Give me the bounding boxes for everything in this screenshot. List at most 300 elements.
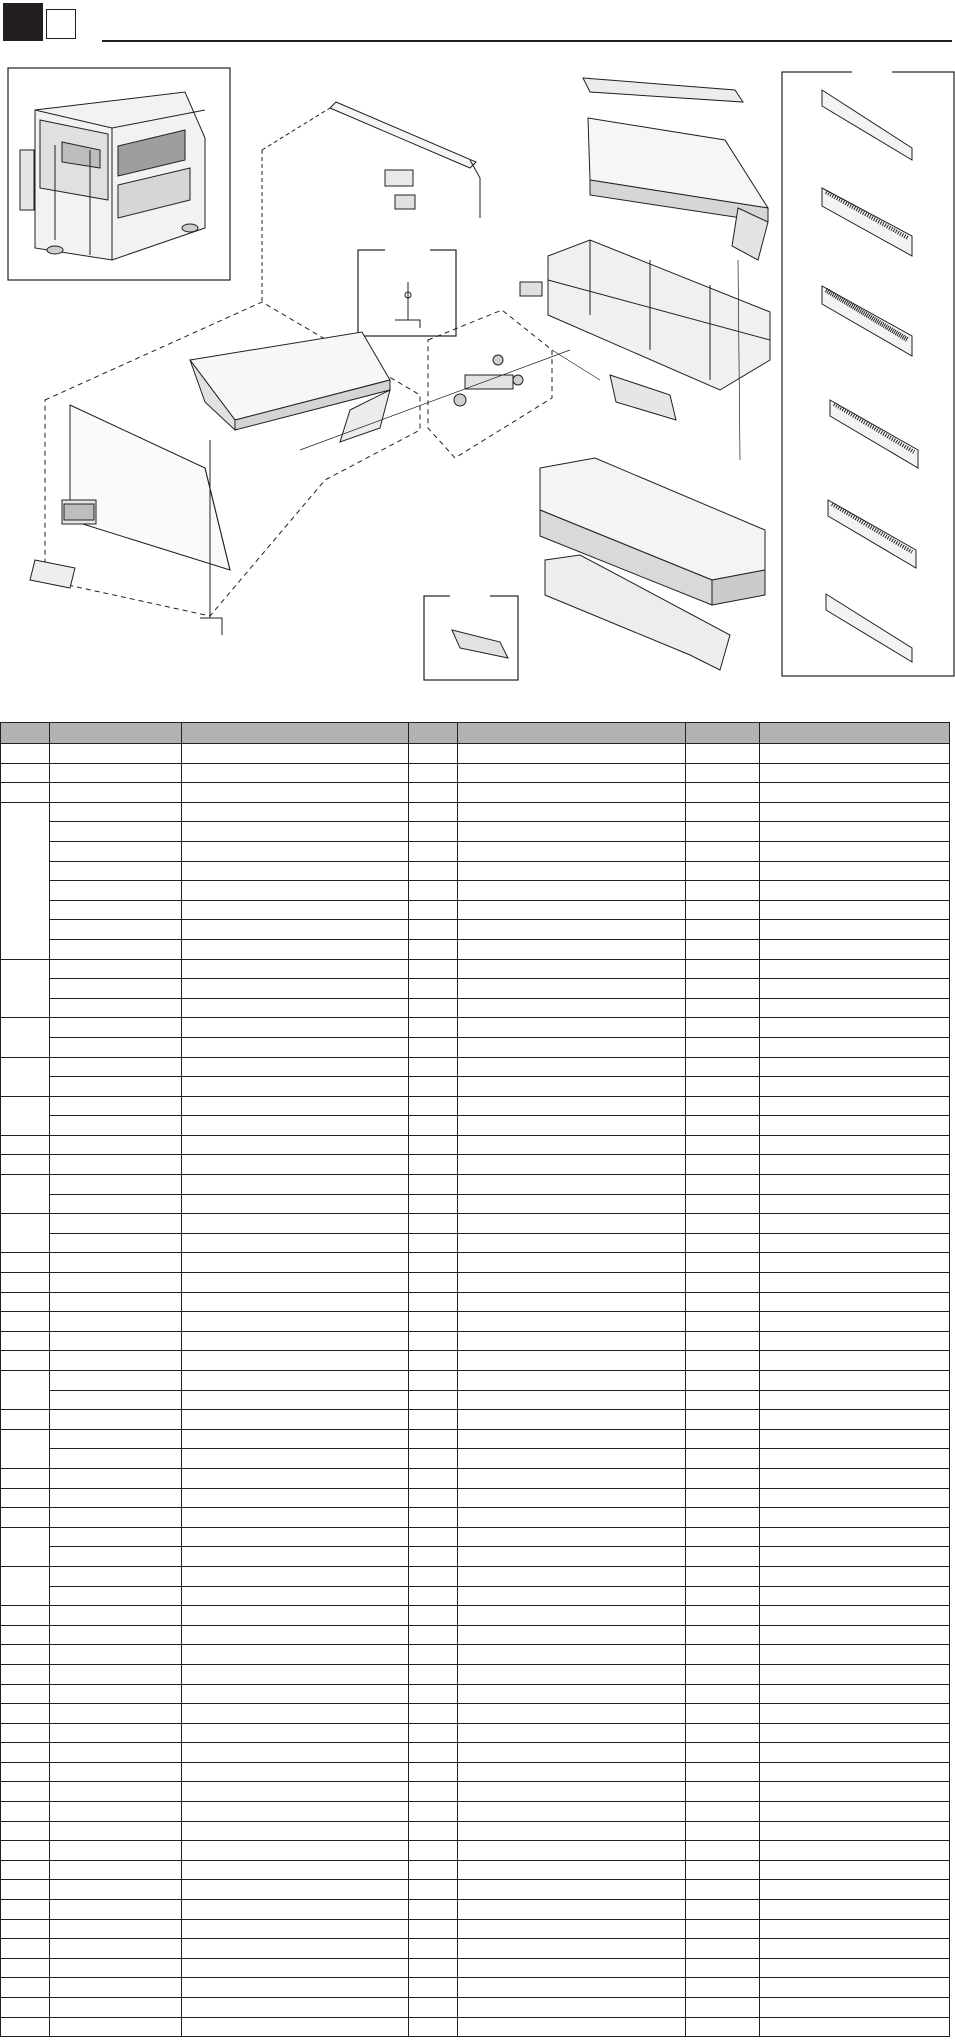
table-cell	[50, 1527, 182, 1547]
table-cell	[458, 998, 686, 1018]
table-cell	[50, 1664, 182, 1684]
table-row	[1, 1978, 950, 1998]
table-cell	[50, 1821, 182, 1841]
table-cell	[458, 1664, 686, 1684]
header-cell	[458, 723, 686, 744]
table-cell	[409, 1331, 458, 1351]
table-cell	[686, 1821, 760, 1841]
table-cell	[1, 1841, 50, 1861]
table-row	[1, 1664, 950, 1684]
table-cell	[686, 1488, 760, 1508]
hopper-body	[190, 332, 390, 442]
table-cell	[1, 1018, 50, 1057]
table-cell	[458, 1841, 686, 1861]
table-cell	[760, 1606, 950, 1626]
table-cell	[1, 1704, 50, 1724]
table-cell	[760, 939, 950, 959]
table-row	[1, 1625, 950, 1645]
table-cell	[182, 1625, 409, 1645]
table-cell	[760, 1919, 950, 1939]
table-row	[1, 1841, 950, 1861]
table-cell	[182, 1939, 409, 1959]
table-cell	[458, 1292, 686, 1312]
table-cell	[182, 1586, 409, 1606]
table-cell	[409, 1664, 458, 1684]
table-cell	[760, 998, 950, 1018]
table-cell	[409, 1214, 458, 1234]
table-cell	[458, 1958, 686, 1978]
table-cell	[1, 1802, 50, 1822]
table-cell	[182, 802, 409, 822]
machine-overview-inset	[8, 68, 230, 280]
section-tab-light	[46, 9, 76, 39]
table-header-row	[1, 723, 950, 744]
table-cell	[686, 783, 760, 803]
table-cell	[182, 1155, 409, 1175]
table-cell	[409, 1468, 458, 1488]
table-cell	[686, 1175, 760, 1195]
table-cell	[458, 1704, 686, 1724]
table-cell	[182, 1449, 409, 1469]
table-cell	[1, 783, 50, 803]
table-cell	[182, 1135, 409, 1155]
table-cell	[50, 1939, 182, 1959]
table-cell	[686, 920, 760, 940]
table-cell	[686, 1449, 760, 1469]
table-cell	[760, 1802, 950, 1822]
table-cell	[409, 1860, 458, 1880]
table-cell	[409, 1684, 458, 1704]
table-cell	[686, 1586, 760, 1606]
table-row	[1, 1135, 950, 1155]
table-cell	[686, 1155, 760, 1175]
table-cell	[1, 1488, 50, 1508]
table-cell	[686, 802, 760, 822]
table-row	[1, 744, 950, 764]
table-cell	[458, 1037, 686, 1057]
table-cell	[409, 1547, 458, 1567]
table-cell	[50, 1155, 182, 1175]
table-cell	[1, 1273, 50, 1293]
detail-inset-screws	[358, 250, 456, 336]
table-cell	[686, 1547, 760, 1567]
table-cell	[182, 1116, 409, 1136]
table-cell	[458, 939, 686, 959]
table-cell	[1, 1645, 50, 1665]
table-row	[1, 998, 950, 1018]
table-cell	[686, 1704, 760, 1724]
table-cell	[760, 1037, 950, 1057]
table-cell	[760, 861, 950, 881]
table-cell	[458, 1802, 686, 1822]
table-cell	[409, 1704, 458, 1724]
table-cell	[760, 1841, 950, 1861]
table-cell	[409, 1233, 458, 1253]
table-cell	[409, 1625, 458, 1645]
table-cell	[409, 939, 458, 959]
table-cell	[686, 1018, 760, 1038]
table-cell	[1, 1468, 50, 1488]
table-row	[1, 1547, 950, 1567]
table-cell	[458, 802, 686, 822]
table-cell	[760, 822, 950, 842]
table-cell	[686, 1116, 760, 1136]
table-cell	[760, 1586, 950, 1606]
table-row	[1, 1527, 950, 1547]
table-cell	[686, 1939, 760, 1959]
table-cell	[686, 1508, 760, 1528]
table-cell	[458, 881, 686, 901]
table-cell	[686, 841, 760, 861]
table-row	[1, 1802, 950, 1822]
table-cell	[50, 1096, 182, 1116]
table-cell	[458, 1508, 686, 1528]
table-cell	[50, 1566, 182, 1586]
table-cell	[182, 1958, 409, 1978]
table-cell	[1, 1057, 50, 1096]
table-cell	[1, 1508, 50, 1528]
table-row	[1, 1253, 950, 1273]
table-cell	[50, 1175, 182, 1195]
table-cell	[50, 1743, 182, 1763]
table-cell	[458, 1233, 686, 1253]
table-cell	[1, 1978, 50, 1998]
table-cell	[686, 1664, 760, 1684]
table-cell	[182, 822, 409, 842]
table-cell	[1, 744, 50, 764]
table-cell	[458, 900, 686, 920]
table-cell	[760, 959, 950, 979]
table-cell	[686, 861, 760, 881]
table-cell	[182, 1351, 409, 1371]
table-cell	[409, 1018, 458, 1038]
front-panel	[30, 405, 230, 635]
table-cell	[1, 959, 50, 1018]
table-cell	[409, 1508, 458, 1528]
guide-plate	[610, 375, 676, 420]
table-cell	[1, 1429, 50, 1468]
table-cell	[1, 1351, 50, 1371]
table-row	[1, 1900, 950, 1920]
table-cell	[686, 1998, 760, 2018]
table-cell	[409, 1155, 458, 1175]
table-cell	[50, 1233, 182, 1253]
table-row	[1, 802, 950, 822]
table-cell	[182, 1919, 409, 1939]
table-cell	[458, 1194, 686, 1214]
table-cell	[409, 998, 458, 1018]
table-cell	[1, 1919, 50, 1939]
table-cell	[458, 1135, 686, 1155]
table-cell	[50, 1586, 182, 1606]
table-cell	[409, 822, 458, 842]
table-cell	[50, 1018, 182, 1038]
table-cell	[182, 939, 409, 959]
table-cell	[686, 1194, 760, 1214]
table-cell	[458, 763, 686, 783]
table-cell	[458, 1625, 686, 1645]
table-cell	[458, 822, 686, 842]
table-cell	[409, 1429, 458, 1449]
table-cell	[1, 763, 50, 783]
exploded-parts-diagram	[0, 50, 955, 690]
table-cell	[182, 1077, 409, 1097]
table-cell	[458, 1468, 686, 1488]
table-cell	[182, 900, 409, 920]
table-row	[1, 1312, 950, 1332]
table-cell	[760, 1978, 950, 1998]
table-cell	[182, 1390, 409, 1410]
table-cell	[50, 1429, 182, 1449]
table-row	[1, 1194, 950, 1214]
table-cell	[458, 979, 686, 999]
table-cell	[182, 1527, 409, 1547]
table-cell	[182, 1468, 409, 1488]
table-cell	[409, 959, 458, 979]
table-cell	[182, 1880, 409, 1900]
table-cell	[409, 1723, 458, 1743]
table-cell	[760, 1821, 950, 1841]
table-row	[1, 1723, 950, 1743]
table-cell	[760, 1273, 950, 1293]
table-cell	[50, 1194, 182, 1214]
table-cell	[182, 1273, 409, 1293]
table-cell	[760, 1194, 950, 1214]
table-cell	[409, 1057, 458, 1077]
table-cell	[1, 1723, 50, 1743]
table-cell	[760, 763, 950, 783]
table-cell	[409, 1371, 458, 1391]
table-cell	[760, 1155, 950, 1175]
table-cell	[1, 1743, 50, 1763]
table-cell	[458, 1743, 686, 1763]
table-cell	[760, 1762, 950, 1782]
table-cell	[458, 861, 686, 881]
header-cell	[1, 723, 50, 744]
table-cell	[182, 1723, 409, 1743]
table-cell	[182, 1821, 409, 1841]
table-cell	[458, 1998, 686, 2018]
table-cell	[760, 1410, 950, 1430]
table-cell	[50, 1116, 182, 1136]
table-cell	[409, 1077, 458, 1097]
table-cell	[686, 763, 760, 783]
table-cell	[458, 1077, 686, 1097]
table-cell	[50, 1351, 182, 1371]
table-cell	[686, 1312, 760, 1332]
table-cell	[686, 1096, 760, 1116]
table-cell	[760, 1214, 950, 1234]
table-cell	[1, 1606, 50, 1626]
table-cell	[686, 1527, 760, 1547]
table-cell	[182, 1743, 409, 1763]
table-cell	[686, 1566, 760, 1586]
table-cell	[409, 1253, 458, 1273]
table-row	[1, 1939, 950, 1959]
table-row	[1, 1390, 950, 1410]
table-cell	[50, 1978, 182, 1998]
table-cell	[760, 1135, 950, 1155]
table-cell	[760, 1900, 950, 1920]
table-cell	[760, 1664, 950, 1684]
table-cell	[686, 1331, 760, 1351]
table-cell	[686, 1233, 760, 1253]
table-cell	[182, 1292, 409, 1312]
table-cell	[182, 1371, 409, 1391]
table-cell	[760, 1704, 950, 1724]
table-row	[1, 1351, 950, 1371]
table-cell	[1, 1410, 50, 1430]
table-cell	[458, 1821, 686, 1841]
table-cell	[182, 1802, 409, 1822]
table-cell	[1, 1214, 50, 1253]
table-cell	[182, 1566, 409, 1586]
table-row	[1, 939, 950, 959]
table-cell	[458, 1351, 686, 1371]
table-cell	[409, 1782, 458, 1802]
table-cell	[50, 881, 182, 901]
table-cell	[50, 1782, 182, 1802]
table-cell	[686, 1978, 760, 1998]
table-cell	[409, 1135, 458, 1155]
table-cell	[760, 1743, 950, 1763]
table-cell	[182, 959, 409, 979]
table-cell	[182, 1214, 409, 1234]
table-row	[1, 1214, 950, 1234]
table-cell	[458, 783, 686, 803]
table-cell	[50, 1625, 182, 1645]
table-cell	[760, 1684, 950, 1704]
page-header	[0, 0, 955, 46]
table-cell	[1, 1958, 50, 1978]
table-cell	[760, 1312, 950, 1332]
table-row	[1, 1077, 950, 1097]
table-cell	[1, 1625, 50, 1645]
table-cell	[50, 959, 182, 979]
table-cell	[760, 920, 950, 940]
table-cell	[686, 959, 760, 979]
header-cell	[50, 723, 182, 744]
table-cell	[760, 1351, 950, 1371]
table-row	[1, 1292, 950, 1312]
table-cell	[458, 1586, 686, 1606]
table-cell	[409, 1351, 458, 1371]
table-cell	[409, 1410, 458, 1430]
table-cell	[760, 1508, 950, 1528]
table-cell	[1, 1860, 50, 1880]
table-cell	[686, 822, 760, 842]
table-cell	[760, 783, 950, 803]
table-cell	[760, 1958, 950, 1978]
header-cell	[686, 723, 760, 744]
table-cell	[182, 1253, 409, 1273]
table-cell	[409, 1645, 458, 1665]
table-cell	[686, 979, 760, 999]
table-cell	[409, 744, 458, 764]
table-cell	[50, 802, 182, 822]
table-cell	[50, 1292, 182, 1312]
table-cell	[409, 1527, 458, 1547]
table-cell	[458, 1018, 686, 1038]
table-cell	[1, 1312, 50, 1332]
table-row	[1, 979, 950, 999]
table-cell	[182, 1312, 409, 1332]
table-cell	[1, 1292, 50, 1312]
table-cell	[760, 881, 950, 901]
table-cell	[458, 1390, 686, 1410]
table-cell	[760, 1939, 950, 1959]
table-cell	[1, 1900, 50, 1920]
table-cell	[50, 1253, 182, 1273]
table-cell	[50, 939, 182, 959]
table-cell	[686, 1371, 760, 1391]
table-cell	[409, 1292, 458, 1312]
table-cell	[458, 2017, 686, 2037]
table-cell	[409, 802, 458, 822]
table-cell	[458, 1116, 686, 1136]
table-cell	[409, 1449, 458, 1469]
header-cell	[182, 723, 409, 744]
table-row	[1, 1410, 950, 1430]
table-cell	[686, 1214, 760, 1234]
table-cell	[760, 1390, 950, 1410]
table-row	[1, 1449, 950, 1469]
table-row	[1, 1998, 950, 2018]
table-row	[1, 1919, 950, 1939]
table-row	[1, 1958, 950, 1978]
table-cell	[182, 783, 409, 803]
table-cell	[50, 1900, 182, 1920]
table-cell	[182, 1037, 409, 1057]
table-cell	[409, 1194, 458, 1214]
table-cell	[1, 1527, 50, 1566]
table-cell	[1, 2017, 50, 2037]
table-cell	[760, 979, 950, 999]
table-cell	[686, 1057, 760, 1077]
table-cell	[760, 1077, 950, 1097]
table-row	[1, 1155, 950, 1175]
table-cell	[458, 1900, 686, 1920]
table-cell	[458, 1978, 686, 1998]
table-cell	[686, 1900, 760, 1920]
table-cell	[409, 1958, 458, 1978]
table-cell	[50, 920, 182, 940]
table-cell	[458, 1782, 686, 1802]
table-cell	[760, 1253, 950, 1273]
table-cell	[760, 2017, 950, 2037]
table-cell	[182, 1096, 409, 1116]
table-cell	[50, 1802, 182, 1822]
table-cell	[686, 1273, 760, 1293]
table-row	[1, 1429, 950, 1449]
table-cell	[182, 1704, 409, 1724]
table-row	[1, 1566, 950, 1586]
table-cell	[686, 1429, 760, 1449]
table-cell	[686, 1958, 760, 1978]
table-cell	[409, 1390, 458, 1410]
table-row	[1, 1488, 950, 1508]
table-cell	[50, 1390, 182, 1410]
table-cell	[686, 998, 760, 1018]
table-cell	[409, 2017, 458, 2037]
table-row	[1, 1821, 950, 1841]
table-cell	[50, 1371, 182, 1391]
table-cell	[182, 1978, 409, 1998]
table-cell	[760, 802, 950, 822]
table-cell	[50, 1488, 182, 1508]
table-cell	[182, 1410, 409, 1430]
table-cell	[182, 1331, 409, 1351]
